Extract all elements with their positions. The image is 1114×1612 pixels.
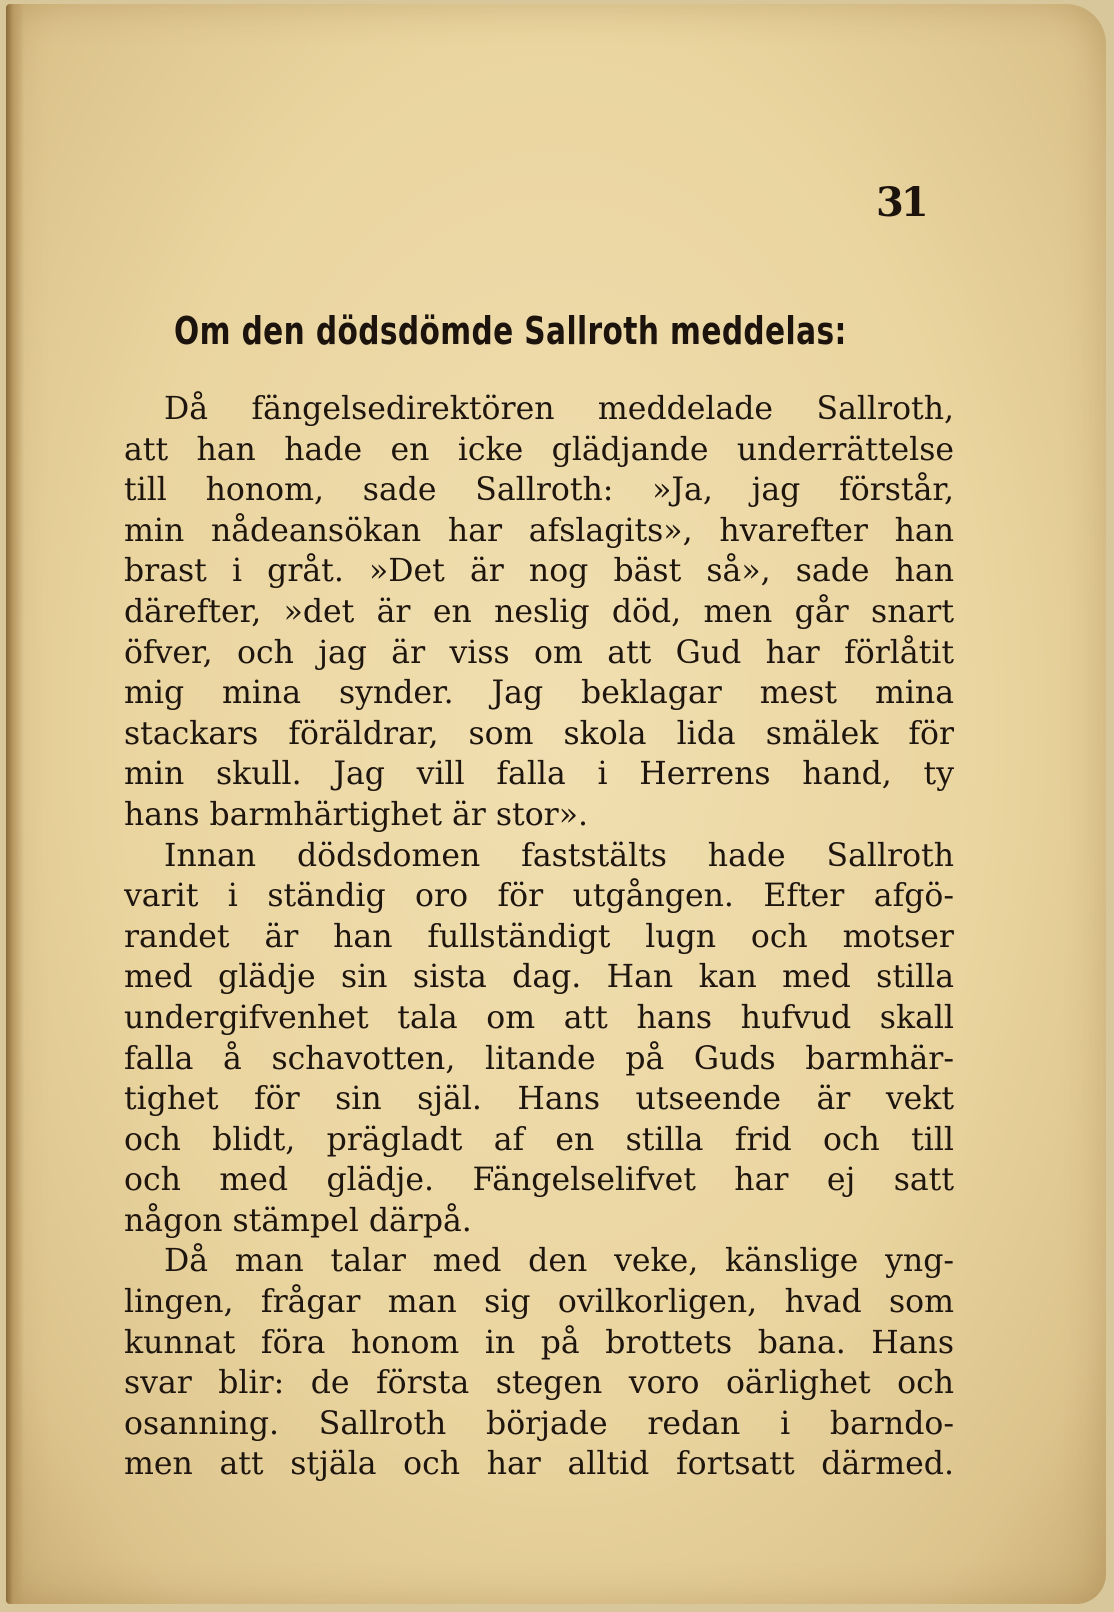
text-line: och blidt, prägladt af en stilla frid och till xyxy=(124,1121,954,1158)
text-line: min nådeansökan har afslagits», hvarefter han xyxy=(124,512,954,549)
page-number: 31 xyxy=(876,179,926,226)
body-text xyxy=(124,389,954,1485)
text-line: falla å schavotten, litande på Guds barmhär- xyxy=(124,1040,954,1077)
text-line: lingen, frågar man sig ovilkorligen, hvad som xyxy=(124,1284,954,1321)
text-line: kunnat föra honom in på brottets bana. Hans xyxy=(124,1324,954,1361)
text-line: stackars föräldrar, som skola lida smälek för xyxy=(124,715,954,752)
text-line: Då fängelsedirektören meddelade Sallroth, xyxy=(164,391,954,427)
text-line: med glädje sin sista dag. Han kan med stilla xyxy=(124,959,954,996)
text-line: att han hade en icke glädjande underrättelse xyxy=(124,431,954,468)
text-line: svar blir: de första stegen voro oärlighet och xyxy=(124,1365,954,1402)
text-line: men att stjäla och har alltid fortsatt därmed. xyxy=(124,1446,954,1483)
text-line: Då man talar med den veke, känslige yng- xyxy=(164,1243,954,1280)
text-line: brast i gråt. »Det är nog bäst så», sade han xyxy=(124,553,954,590)
text-line: hans barmhärtighet är stor». xyxy=(124,796,589,833)
text-line: Innan dödsdomen faststälts hade Sallroth xyxy=(164,837,954,874)
text-line: därefter, »det är en neslig död, men går snart xyxy=(124,593,954,630)
text-line: öfver, och jag är viss om att Gud har förlåtit xyxy=(124,634,954,671)
text-line: mig mina synder. Jag beklagar mest mina xyxy=(124,675,954,712)
section-heading: Om den dödsdömde Sallroth meddelas: xyxy=(174,309,847,353)
text-line: undergifvenhet tala om att hans hufvud skall xyxy=(124,999,954,1036)
book-spine-shadow xyxy=(6,4,24,1604)
text-line: randet är han fullständigt lugn och motser xyxy=(124,918,954,955)
text-line: min skull. Jag vill falla i Herrens hand, ty xyxy=(124,756,954,793)
book-page xyxy=(6,4,1106,1604)
text-line: tighet för sin själ. Hans utseende är vekt xyxy=(124,1081,954,1118)
text-line: osanning. Sallroth började redan i barndo- xyxy=(124,1405,954,1442)
text-line: och med glädje. Fängelselifvet har ej satt xyxy=(124,1162,954,1199)
text-line: till honom, sade Sallroth: »Ja, jag förstår, xyxy=(124,472,954,509)
text-line: någon stämpel därpå. xyxy=(124,1202,472,1239)
text-line: varit i ständig oro för utgången. Efter afgö- xyxy=(124,878,954,915)
